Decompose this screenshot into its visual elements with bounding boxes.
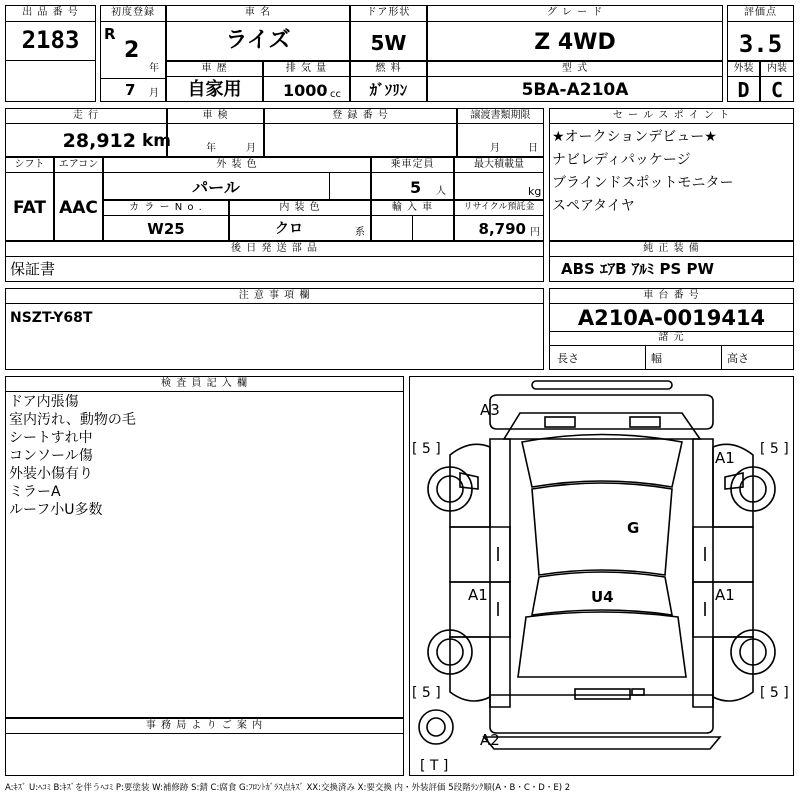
notes: NSZT-Y68T	[10, 310, 93, 326]
inspector-note: ミラーA	[9, 484, 61, 500]
history-label: 車 歴	[201, 63, 228, 74]
notes-label: 注 意 事 項 欄	[238, 290, 311, 301]
lot-no: 2183	[21, 26, 80, 54]
later-parts: 保証書	[10, 260, 56, 278]
exterior-label: 外装	[733, 63, 754, 74]
history: 自家用	[187, 79, 242, 100]
fuel: ｶﾞｿﾘﾝ	[369, 81, 408, 99]
office-label: 事 務 局 よ り ご 案 内	[145, 720, 264, 731]
damage-mark: A1	[715, 449, 735, 467]
spare-tire: [ T ]	[420, 758, 449, 774]
mileage-label: 走 行	[72, 110, 100, 121]
chassis-number: A210A-0019414	[577, 306, 766, 330]
inspector-note: ドア内張傷	[9, 394, 79, 410]
inspector-note: 室内汚れ、動物の毛	[9, 412, 136, 428]
shift-label: シフト	[14, 159, 45, 170]
ac-label: エアコン	[58, 159, 99, 170]
interior-label: 内装	[767, 63, 787, 74]
capacity-unit: 人	[436, 186, 446, 197]
equipment-label: 純 正 装 備	[643, 243, 700, 254]
inspection-year-unit: 年	[206, 143, 216, 154]
sales-point: ブラインドスポットモニター	[552, 175, 734, 191]
color-no: W25	[147, 220, 185, 238]
model: 5BA-A210A	[521, 80, 629, 100]
score: 3.5	[738, 30, 783, 58]
legend: A:ｷｽﾞ U:ﾍｺﾐ B:ｷｽﾞを伴うﾍｺﾐ P:要塗装 W:補修跡 S:錆 C:腐食 G:ﾌﾛﾝﾄｶﾞﾗｽ点ｷｽﾞ XX:交換済み X:要交換 内・外装評価 5段階ﾗﾝｸ順(A・B・C・D・E) 2	[5, 783, 571, 793]
damage-mark: A1	[468, 586, 488, 604]
damage-mark: G	[627, 519, 640, 537]
transfer-month-unit: 月	[490, 143, 500, 154]
width-label: 幅	[651, 352, 662, 365]
ac: AAC	[59, 198, 98, 218]
tire-tread: [ 5 ]	[412, 441, 441, 457]
grade-label: グ レ ー ド	[546, 7, 604, 18]
capacity-label: 乗車定員	[390, 159, 435, 170]
color: パール	[192, 178, 240, 197]
exterior-grade: D	[737, 78, 750, 102]
int-color-label: 内 装 色	[279, 202, 321, 213]
int-color: クロ	[275, 221, 303, 237]
dims-label: 諸 元	[658, 332, 685, 343]
transfer-day-unit: 日	[528, 143, 538, 154]
color-label: 外 装 色	[216, 159, 258, 170]
inspector-note: コンソール傷	[9, 448, 93, 464]
fuel-label: 燃 料	[375, 63, 402, 74]
transfer-label: 譲渡書類期限	[470, 110, 531, 121]
inspector-note: シートすれ中	[9, 430, 93, 446]
load-unit: kg	[528, 185, 542, 198]
damage-mark: A2	[480, 731, 500, 749]
tire-tread: [ 5 ]	[412, 685, 441, 701]
int-color-unit: 系	[355, 227, 365, 238]
recycle-unit: 円	[530, 227, 540, 238]
door: 5W	[370, 31, 407, 55]
capacity: 5	[410, 178, 422, 197]
displacement: 1000	[283, 81, 328, 100]
reg-year: 2	[124, 38, 140, 63]
sales-points-label: セ ー ル ス ポ イ ン ト	[612, 110, 731, 121]
damage-mark: A3	[480, 401, 500, 419]
sales-point: ナビレディパッケージ	[552, 152, 691, 168]
tire-tread: [ 5 ]	[760, 685, 789, 701]
inspection-month-unit: 月	[246, 143, 256, 154]
interior-grade: C	[770, 78, 784, 102]
inspection-label: 車 検	[202, 110, 229, 121]
length-label: 長さ	[557, 352, 579, 365]
mileage: 28,912	[62, 130, 136, 152]
damage-mark: U4	[591, 588, 614, 606]
reg-month: 7	[125, 81, 136, 99]
chassis-label: 車 台 番 号	[643, 290, 700, 301]
recycle-label: リサイクル預託金	[463, 202, 535, 212]
displacement-unit: cc	[330, 89, 341, 100]
grade: Z 4WD	[534, 30, 616, 55]
tire-tread: [ 5 ]	[760, 441, 789, 457]
reg-no-label: 登 録 番 号	[332, 110, 389, 121]
sales-point: ★オークションデビュー★	[552, 129, 717, 145]
color-no-label: カ ラ ー N o .	[129, 202, 203, 213]
load-label: 最大積載量	[474, 159, 524, 170]
door-label: ドア形状	[366, 7, 411, 18]
inspector-label: 検 査 員 記 入 欄	[161, 378, 248, 389]
equipment: ABS ｴｱB ｱﾙﾐ PS PW	[561, 260, 715, 278]
displacement-label: 排 気 量	[285, 63, 328, 74]
import-label: 輸 入 車	[391, 202, 434, 213]
score-label: 評価点	[744, 7, 777, 18]
car-name-label: 車 名	[244, 7, 272, 18]
car-name: ライズ	[225, 28, 291, 53]
car-outline	[410, 377, 793, 775]
model-label: 型 式	[561, 63, 589, 74]
inspector-note: ルーフ小U多数	[9, 502, 103, 518]
month-unit: 月	[149, 88, 159, 99]
height-label: 高さ	[727, 352, 749, 365]
damage-mark: A1	[715, 586, 735, 604]
shift: FAT	[12, 198, 47, 218]
year-unit: 年	[149, 63, 159, 74]
recycle-fee: 8,790	[478, 220, 526, 238]
first-reg-label: 初度登録	[111, 7, 155, 18]
lot-no-label: 出 品 番 号	[22, 7, 79, 18]
sales-point: スペアタイヤ	[552, 198, 635, 214]
damage-diagram	[409, 376, 794, 776]
later-parts-label: 後 日 発 送 部 品	[231, 243, 318, 254]
inspector-note: 外装小傷有り	[9, 466, 93, 482]
era: R	[104, 25, 116, 43]
mileage-unit: km	[142, 131, 172, 151]
